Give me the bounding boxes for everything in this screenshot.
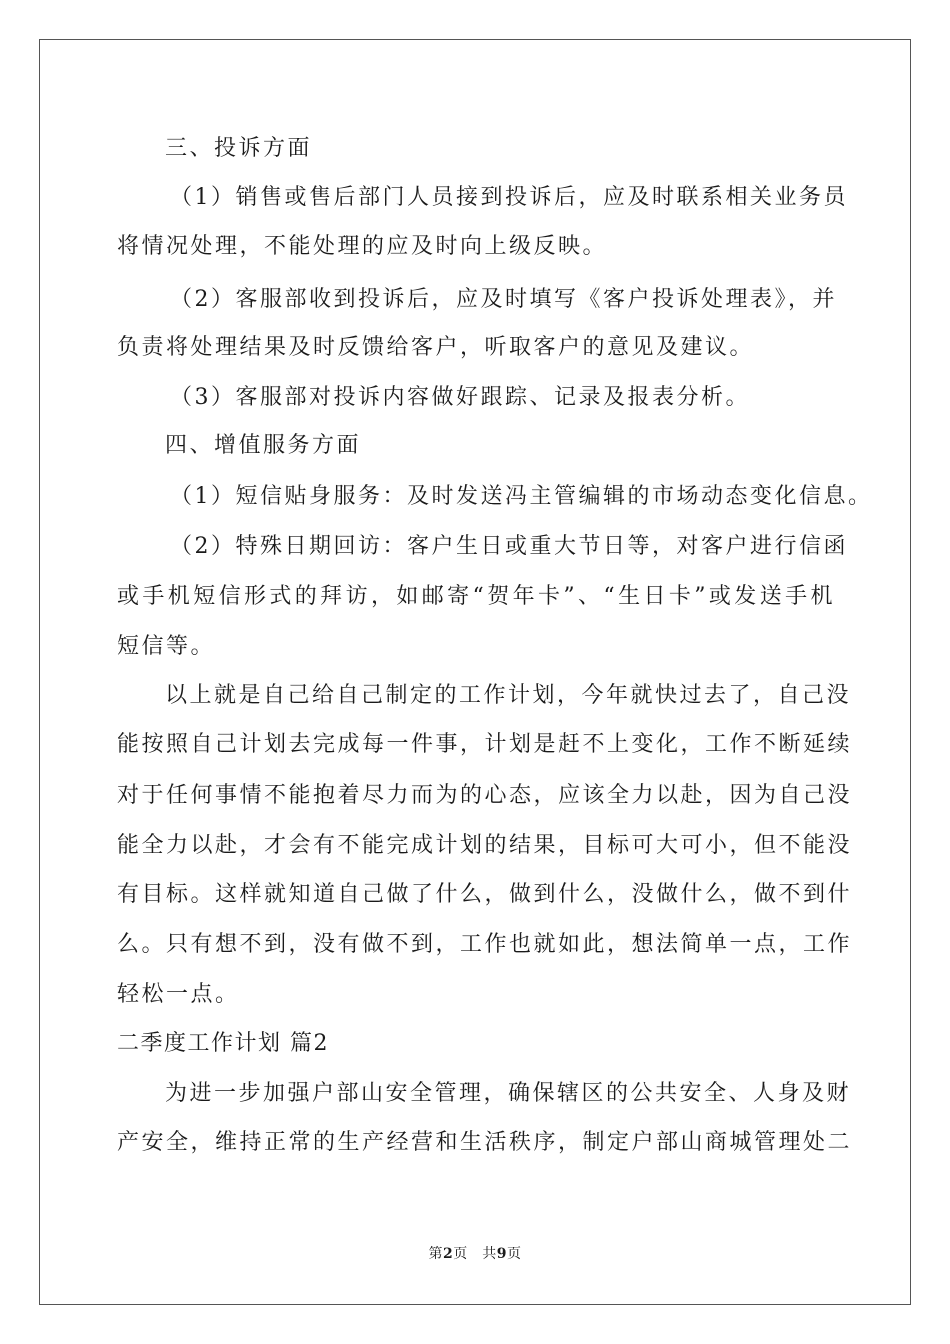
paragraph-line: 短信等。	[117, 634, 216, 659]
paragraph-line: 为进一步加强户部山安全管理，确保辖区的公共安全、人身及财	[165, 1081, 852, 1106]
paragraph-line: 能按照自己计划去完成每一件事，计划是赶不上变化，工作不断延续	[117, 732, 853, 757]
paragraph-line: 有目标。这样就知道自己做了什么，做到什么，没做什么，做不到什	[117, 882, 853, 907]
section-heading-value-added: 四、增值服务方面	[165, 433, 362, 458]
paragraph-line: 将情况处理，不能处理的应及时向上级反映。	[117, 234, 608, 259]
paragraph-line: （1）销售或售后部门人员接到投诉后，应及时联系相关业务员	[170, 185, 848, 210]
paragraph-line: 以上就是自己给自己制定的工作计划，今年就快过去了，自己没	[165, 683, 852, 708]
paragraph-line: 或手机短信形式的拜访，如邮寄“贺年卡”、“生日卡”或发送手机	[117, 584, 835, 609]
total-page-count: 9	[496, 1246, 507, 1262]
paragraph-line: （2）客服部收到投诉后，应及时填写《客户投诉处理表》，并	[170, 287, 837, 312]
paragraph-line: （2）特殊日期回访：客户生日或重大节日等，对客户进行信函	[170, 534, 848, 559]
current-page-number: 2	[443, 1246, 454, 1262]
page-label-suffix: 页	[507, 1246, 522, 1262]
paragraph-line: 能全力以赴，才会有不能完成计划的结果，目标可大可小，但不能没	[117, 833, 853, 858]
paragraph-line: （3）客服部对投诉内容做好跟踪、记录及报表分析。	[170, 385, 750, 410]
page-footer	[0, 1244, 950, 1264]
page-label-mid: 页 共	[453, 1246, 497, 1262]
paragraph-line: 产安全，维持正常的生产经营和生活秩序，制定户部山商城管理处二	[117, 1130, 853, 1155]
article-heading: 二季度工作计划 篇2	[117, 1031, 329, 1056]
paragraph-line: （1）短信贴身服务：及时发送冯主管编辑的市场动态变化信息。	[170, 484, 873, 509]
page-label-prefix: 第	[428, 1246, 443, 1262]
section-heading-complaints: 三、投诉方面	[165, 136, 313, 161]
paragraph-line: 轻松一点。	[117, 982, 240, 1007]
paragraph-line: 对于任何事情不能抱着尽力而为的心态，应该全力以赴，因为自己没	[117, 783, 853, 808]
paragraph-line: 么。只有想不到，没有做不到，工作也就如此，想法简单一点，工作	[117, 932, 853, 957]
paragraph-line: 负责将处理结果及时反馈给客户，听取客户的意见及建议。	[117, 335, 755, 360]
